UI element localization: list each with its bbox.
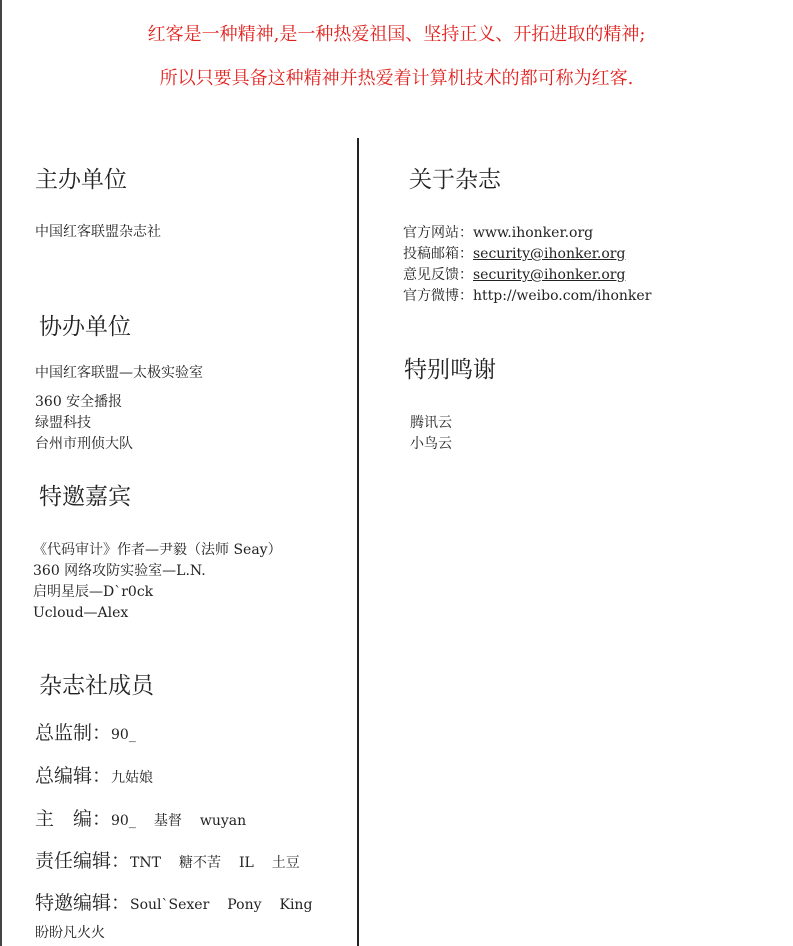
guest-item: 《代码审计》作者—尹毅（法师 Seay） xyxy=(33,542,282,558)
member-row-responsible-editors xyxy=(35,846,300,873)
member-role: 总监制： xyxy=(35,722,112,744)
about-list xyxy=(403,223,651,307)
guests-heading: 特邀嘉宾 xyxy=(39,484,131,510)
about-weibo xyxy=(403,286,651,307)
co-organizer-first xyxy=(35,363,203,384)
co-organizer-item: 台州市刑侦大队 xyxy=(35,436,133,452)
about-website xyxy=(403,223,651,244)
guest-item: 360 网络攻防实验室—L.N. xyxy=(33,563,206,579)
slogan-line-1: 红客是一种精神,是一种热爱祖国、坚持正义、开拓进取的精神; xyxy=(147,24,646,45)
co-organizer-item: 绿盟科技 xyxy=(35,415,91,431)
member-row-overflow xyxy=(35,922,105,942)
sponsor-item: 中国红客联盟杂志社 xyxy=(35,224,161,240)
guests-list xyxy=(33,540,282,624)
member-row-director xyxy=(35,718,136,745)
member-name: 90_ xyxy=(111,727,136,743)
about-heading: 关于杂志 xyxy=(409,167,501,193)
member-role: 责任编辑： xyxy=(35,850,131,872)
page-left-border xyxy=(0,0,2,946)
about-weibo-label: 官方微博： xyxy=(403,288,473,304)
member-name: 基督 xyxy=(153,813,182,829)
member-name: IL xyxy=(238,855,254,871)
member-role: 特邀编辑： xyxy=(35,892,131,914)
column-divider xyxy=(357,138,359,946)
co-organizer-heading: 协办单位 xyxy=(39,314,131,340)
co-organizer-item: 中国红客联盟—太极实验室 xyxy=(35,365,203,381)
about-website-value[interactable]: www.ihonker.org xyxy=(473,225,594,241)
member-name: 糖不苦 xyxy=(178,855,221,871)
member-name: wuyan xyxy=(199,813,247,829)
guest-item: 启明星辰—D`r0ck xyxy=(33,584,154,600)
member-row-guest-editors xyxy=(35,888,312,915)
thanks-list xyxy=(410,413,452,455)
member-name: Pony xyxy=(227,897,262,913)
about-submit-label: 投稿邮箱： xyxy=(403,246,473,262)
about-submit xyxy=(403,244,651,265)
member-name: 90_ xyxy=(111,813,136,829)
thanks-item: 腾讯云 xyxy=(410,415,452,431)
sponsor-list xyxy=(35,222,161,243)
about-feedback-label: 意见反馈： xyxy=(403,267,473,283)
member-name: King xyxy=(279,897,313,913)
thanks-heading: 特别鸣谢 xyxy=(404,357,496,383)
members-heading: 杂志社成员 xyxy=(39,673,154,699)
about-feedback xyxy=(403,265,651,286)
about-website-label: 官方网站： xyxy=(403,225,473,241)
member-name: 凡火火 xyxy=(63,925,105,941)
co-organizer-item: 360 安全播报 xyxy=(35,394,123,410)
member-name: Soul`Sexer xyxy=(130,897,210,913)
about-weibo-value[interactable]: http://weibo.com/ihonker xyxy=(473,288,652,304)
member-row-editor xyxy=(35,804,246,831)
thanks-item: 小鸟云 xyxy=(410,436,452,452)
sponsor-heading: 主办单位 xyxy=(35,167,127,193)
member-role: 总编辑： xyxy=(35,765,112,787)
member-name: 九姑娘 xyxy=(111,770,154,786)
member-role: 主 编： xyxy=(35,808,112,830)
member-name: 盼盼 xyxy=(35,925,63,941)
co-organizer-list xyxy=(35,392,133,455)
member-name: 土豆 xyxy=(271,855,300,871)
submit-email-link[interactable]: security@ihonker.org xyxy=(473,246,626,262)
feedback-email-link[interactable]: security@ihonker.org xyxy=(473,267,626,283)
guest-item: Ucloud—Alex xyxy=(33,605,129,621)
member-name: TNT xyxy=(130,855,161,871)
member-row-chief-editor xyxy=(35,761,153,788)
slogan-line-2: 所以只要具备这种精神并热爱着计算机技术的都可称为红客. xyxy=(159,68,634,89)
